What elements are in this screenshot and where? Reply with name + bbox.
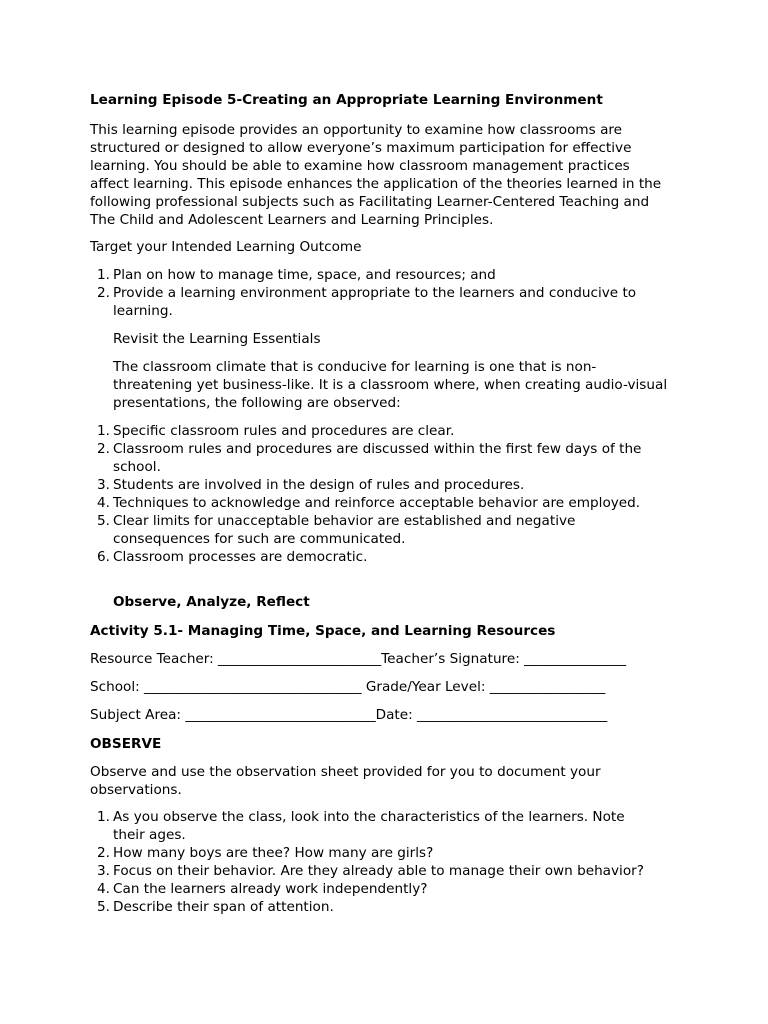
list-item xyxy=(90,476,690,494)
list-number: 2 . xyxy=(90,844,110,862)
target-heading: Target your Intended Learning Outcome xyxy=(90,239,362,255)
oar-heading: Observe, Analyze, Reflect xyxy=(113,594,310,610)
list-line: consequences for such are communicated. xyxy=(113,531,406,547)
climate-line: presentations, the following are observed: xyxy=(113,395,401,411)
list-line: Provide a learning environment appropriate to the learners and conducive to xyxy=(113,285,637,301)
list-line: Clear limits for unacceptable behavior are established and negative xyxy=(113,513,576,529)
list-number: 6 . xyxy=(90,548,110,566)
climate-line: threatening yet business-like. It is a classroom where, when creating audio-visual xyxy=(113,377,668,393)
list-item xyxy=(90,266,690,284)
list-line: Classroom rules and procedures are discussed within the first few days of the xyxy=(113,441,642,457)
list-item xyxy=(90,844,690,862)
list-number: 3 . xyxy=(90,862,110,880)
list-line: Describe their span of attention. xyxy=(113,899,334,915)
list-number: 4 . xyxy=(90,494,110,512)
observe-list xyxy=(90,808,690,916)
list-line: Can the learners already work independently? xyxy=(113,881,428,897)
list-item xyxy=(90,284,690,320)
list-number: 1 . xyxy=(90,422,110,440)
intro-line: structured or designed to allow everyone’s maximum participation for effective xyxy=(90,140,632,156)
list-number: 2 . xyxy=(90,440,110,458)
list-line: Students are involved in the design of rules and procedures. xyxy=(113,477,525,493)
list-item xyxy=(90,880,690,898)
activity-heading: Activity 5.1- Managing Time, Space, and Learning Resources xyxy=(90,623,556,639)
list-line: Focus on their behavior. Are they already able to manage their own behavior? xyxy=(113,863,644,879)
intro-line: affect learning. This episode enhances the application of the theories learned in the xyxy=(90,176,662,192)
list-number: 5 . xyxy=(90,898,110,916)
list-item xyxy=(90,422,690,440)
list-line: their ages. xyxy=(113,827,186,843)
list-number: 1 . xyxy=(90,808,110,826)
subject-area-row: Subject Area: ____________________________Date: ____________________________ xyxy=(90,707,608,723)
climate-paragraph xyxy=(113,358,693,412)
resource-teacher-row: Resource Teacher: ________________________Teacher’s Signature: _______________ xyxy=(90,651,627,667)
list-number: 2 . xyxy=(90,284,110,302)
observe-intro xyxy=(90,763,690,799)
intro-line: following professional subjects such as Facilitating Learner-Centered Teaching and xyxy=(90,194,650,210)
list-item xyxy=(90,808,690,844)
list-item xyxy=(90,512,690,548)
intro-line: This learning episode provides an opportunity to examine how classrooms are xyxy=(90,122,623,138)
list-line: Specific classroom rules and procedures are clear. xyxy=(113,423,455,439)
list-item xyxy=(90,494,690,512)
list-line: As you observe the class, look into the characteristics of the learners. Note xyxy=(113,809,625,825)
activity-fields xyxy=(90,650,710,734)
intro-line: The Child and Adolescent Learners and Learning Principles. xyxy=(90,212,494,228)
list-line: Techniques to acknowledge and reinforce acceptable behavior are employed. xyxy=(113,495,641,511)
observe-intro-line: Observe and use the observation sheet provided for you to document your xyxy=(90,764,601,780)
episode-title: Learning Episode 5-Creating an Appropriate Learning Environment xyxy=(90,92,603,108)
list-line: Plan on how to manage time, space, and resources; and xyxy=(113,267,496,283)
observe-intro-line: observations. xyxy=(90,782,182,798)
list-item xyxy=(90,862,690,880)
essentials-list xyxy=(90,422,690,566)
intro-line: learning. You should be able to examine how classroom management practices xyxy=(90,158,630,174)
climate-line: The classroom climate that is conducive for learning is one that is non- xyxy=(113,359,597,375)
outcomes-list xyxy=(90,266,690,320)
list-number: 1 . xyxy=(90,266,110,284)
list-line: school. xyxy=(113,459,161,475)
list-number: 5 . xyxy=(90,512,110,530)
list-number: 4 . xyxy=(90,880,110,898)
list-line: How many boys are thee? How many are girls? xyxy=(113,845,434,861)
observe-heading: OBSERVE xyxy=(90,736,162,752)
list-line: Classroom processes are democratic. xyxy=(113,549,368,565)
revisit-heading: Revisit the Learning Essentials xyxy=(113,331,321,347)
list-item xyxy=(90,440,690,476)
list-number: 3 . xyxy=(90,476,110,494)
list-item xyxy=(90,548,690,566)
school-row: School: ________________________________ Grade/Year Level: _________________ xyxy=(90,679,606,695)
intro-paragraph xyxy=(90,121,690,229)
list-item xyxy=(90,898,690,916)
list-line: learning. xyxy=(113,303,173,319)
